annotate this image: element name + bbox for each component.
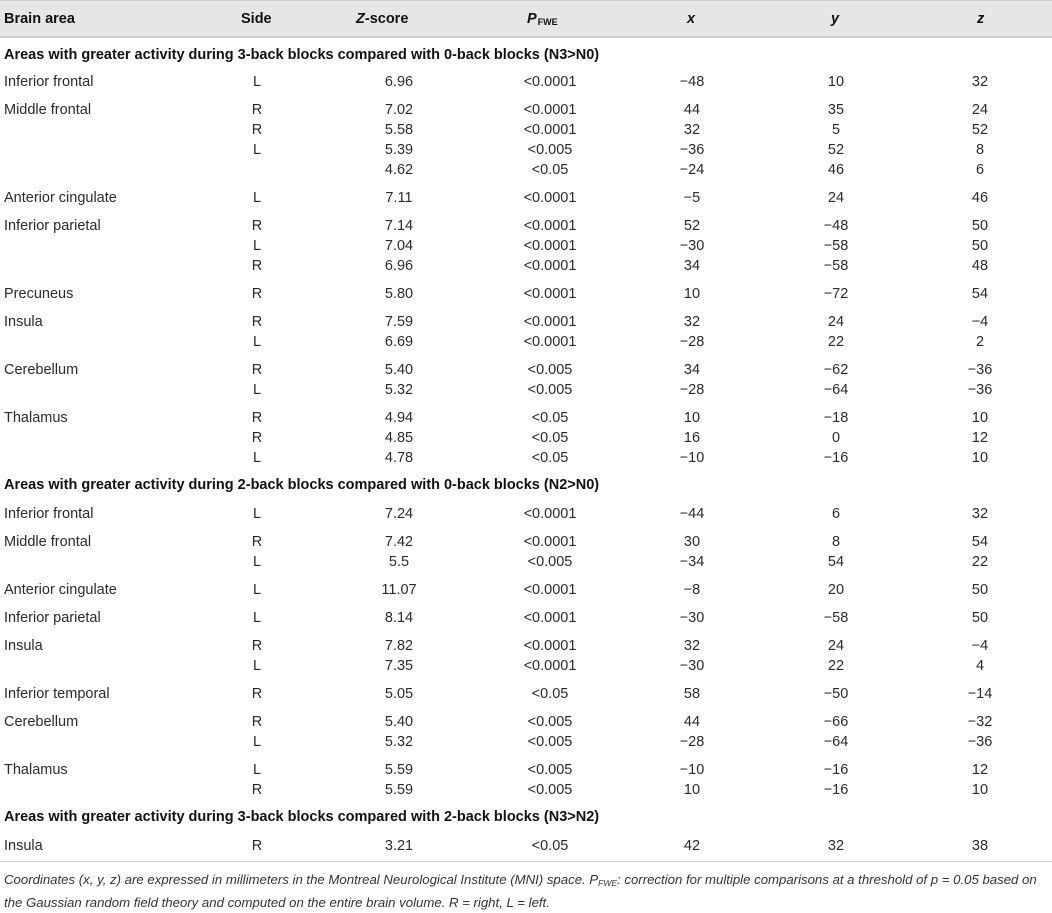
cell-p-fwe: <0.05 <box>531 450 569 466</box>
cell-z-score: 7.02 <box>384 102 414 118</box>
cell-p-fwe: <0.005 <box>527 734 573 750</box>
table-row <box>0 838 1052 858</box>
table-footnote <box>4 870 1048 913</box>
cell-y: 0 <box>831 430 841 446</box>
cell-z-coord: 10 <box>971 782 989 798</box>
header-y: y <box>831 11 840 27</box>
cell-x: −30 <box>679 610 705 626</box>
cell-z-coord: 12 <box>971 430 989 446</box>
table-row <box>0 714 1052 734</box>
cell-x: −36 <box>679 142 705 158</box>
cell-y: −18 <box>823 410 849 426</box>
cell-z-score: 4.85 <box>384 430 414 446</box>
cell-p-fwe: <0.0001 <box>523 506 577 522</box>
cell-side: L <box>252 734 262 750</box>
cell-z-coord: 10 <box>971 450 989 466</box>
cell-brain-area: Inferior frontal <box>4 74 94 90</box>
cell-z-score: 5.32 <box>384 734 414 750</box>
cell-y: 24 <box>827 638 845 654</box>
cell-x: −28 <box>679 382 705 398</box>
table-row <box>0 762 1052 782</box>
cell-x: 10 <box>683 410 701 426</box>
table-row <box>0 162 1052 182</box>
table-row <box>0 582 1052 602</box>
cell-y: 24 <box>827 190 845 206</box>
header-side: Side <box>241 11 272 27</box>
cell-z-coord: 24 <box>971 102 989 118</box>
cell-z-score: 7.82 <box>384 638 414 654</box>
cell-z-score: 7.42 <box>384 534 414 550</box>
cell-side: R <box>251 122 263 138</box>
header-z-score <box>356 11 408 27</box>
cell-z-score: 4.94 <box>384 410 414 426</box>
cell-p-fwe: <0.005 <box>527 714 573 730</box>
cell-z-coord: 32 <box>971 506 989 522</box>
cell-side: R <box>251 714 263 730</box>
cell-p-fwe: <0.005 <box>527 782 573 798</box>
cell-z-coord: −32 <box>967 714 993 730</box>
cell-x: 42 <box>683 838 701 854</box>
cell-z-score: 8.14 <box>384 610 414 626</box>
cell-z-coord: 2 <box>975 334 985 350</box>
table-row <box>0 190 1052 210</box>
header-p-fwe <box>527 11 558 27</box>
cell-z-score: 5.40 <box>384 362 414 378</box>
cell-side: L <box>252 238 262 254</box>
section-heading: Areas with greater activity during 2-back blocks compared with 0-back blocks (N2>N0) <box>4 477 600 493</box>
cell-brain-area: Inferior parietal <box>4 218 101 234</box>
cell-p-fwe: <0.0001 <box>523 314 577 330</box>
cell-side: R <box>251 314 263 330</box>
cell-x: 10 <box>683 782 701 798</box>
cell-y: 32 <box>827 838 845 854</box>
cell-y: −64 <box>823 734 849 750</box>
cell-z-coord: −4 <box>971 314 989 330</box>
table-row <box>0 334 1052 354</box>
cell-side: L <box>252 450 262 466</box>
cell-z-coord: 46 <box>971 190 989 206</box>
header-z-coord: z <box>977 11 985 27</box>
cell-p-fwe: <0.05 <box>531 430 569 446</box>
cell-x: 58 <box>683 686 701 702</box>
cell-side: R <box>251 838 263 854</box>
cell-x: 16 <box>683 430 701 446</box>
table-row <box>0 506 1052 526</box>
cell-y: 5 <box>831 122 841 138</box>
cell-z-coord: 10 <box>971 410 989 426</box>
table-row <box>0 450 1052 470</box>
table-row <box>0 314 1052 334</box>
cell-brain-area: Thalamus <box>4 762 68 778</box>
cell-x: −28 <box>679 334 705 350</box>
footnote-sub: FWE <box>598 878 618 888</box>
table-row <box>0 430 1052 450</box>
cell-x: 34 <box>683 362 701 378</box>
cell-x: −8 <box>683 582 701 598</box>
cell-y: 24 <box>827 314 845 330</box>
cell-z-coord: 50 <box>971 218 989 234</box>
cell-z-coord: 32 <box>971 74 989 90</box>
cell-z-score: 7.24 <box>384 506 414 522</box>
cell-side: R <box>251 102 263 118</box>
table-row <box>0 554 1052 574</box>
cell-z-coord: −36 <box>967 382 993 398</box>
cell-z-coord: −36 <box>967 362 993 378</box>
table-row <box>0 658 1052 678</box>
cell-z-score: 5.39 <box>384 142 414 158</box>
cell-side: L <box>252 554 262 570</box>
cell-side: L <box>252 610 262 626</box>
header-z-rest: -score <box>364 11 409 27</box>
table-row <box>0 362 1052 382</box>
cell-z-score: 4.62 <box>384 162 414 178</box>
cell-p-fwe: <0.0001 <box>523 638 577 654</box>
cell-x: 32 <box>683 122 701 138</box>
cell-side: R <box>251 782 263 798</box>
cell-p-fwe: <0.0001 <box>523 218 577 234</box>
cell-x: 30 <box>683 534 701 550</box>
cell-y: −58 <box>823 610 849 626</box>
cell-side: L <box>252 74 262 90</box>
cell-x: −10 <box>679 762 705 778</box>
cell-p-fwe: <0.05 <box>531 838 569 854</box>
cell-z-score: 11.07 <box>381 582 417 598</box>
cell-side: R <box>251 534 263 550</box>
cell-x: −10 <box>679 450 705 466</box>
cell-y: 6 <box>831 506 841 522</box>
table-row <box>0 218 1052 238</box>
cell-z-coord: 54 <box>971 534 989 550</box>
cell-y: 8 <box>831 534 841 550</box>
cell-x: −48 <box>679 74 705 90</box>
cell-p-fwe: <0.0001 <box>523 238 577 254</box>
cell-y: −62 <box>823 362 849 378</box>
cell-side: L <box>252 658 262 674</box>
cell-y: −58 <box>823 238 849 254</box>
cell-z-score: 5.59 <box>384 782 414 798</box>
cell-z-coord: −4 <box>971 638 989 654</box>
cell-z-score: 6.96 <box>384 74 414 90</box>
cell-side: L <box>252 142 262 158</box>
cell-y: −64 <box>823 382 849 398</box>
cell-side: L <box>252 762 262 778</box>
cell-z-coord: 8 <box>975 142 985 158</box>
table-row <box>0 610 1052 630</box>
cell-z-score: 7.59 <box>384 314 414 330</box>
cell-y: −16 <box>823 762 849 778</box>
header-x: x <box>687 11 696 27</box>
cell-brain-area: Insula <box>4 314 43 330</box>
cell-z-coord: 22 <box>971 554 989 570</box>
cell-z-score: 3.21 <box>384 838 414 854</box>
cell-p-fwe: <0.005 <box>527 554 573 570</box>
cell-z-score: 7.11 <box>385 190 413 206</box>
cell-x: −24 <box>679 162 705 178</box>
cell-p-fwe: <0.05 <box>531 162 569 178</box>
cell-z-coord: 50 <box>971 610 989 626</box>
cell-brain-area: Middle frontal <box>4 102 92 118</box>
table-row <box>0 734 1052 754</box>
cell-z-score: 5.58 <box>384 122 414 138</box>
cell-z-score: 5.40 <box>384 714 414 730</box>
cell-p-fwe: <0.0001 <box>523 582 577 598</box>
cell-p-fwe: <0.0001 <box>523 334 577 350</box>
cell-p-fwe: <0.0001 <box>523 658 577 674</box>
cell-y: −16 <box>823 782 849 798</box>
cell-brain-area: Thalamus <box>4 410 68 426</box>
cell-z-score: 6.96 <box>384 258 414 274</box>
cell-p-fwe: <0.005 <box>527 762 573 778</box>
cell-y: 20 <box>827 582 845 598</box>
cell-z-coord: 12 <box>971 762 989 778</box>
cell-brain-area: Cerebellum <box>4 714 79 730</box>
cell-p-fwe: <0.0001 <box>523 102 577 118</box>
cell-y: −72 <box>823 286 849 302</box>
cell-z-score: 5.80 <box>384 286 414 302</box>
cell-side: R <box>251 362 263 378</box>
cell-x: −44 <box>679 506 705 522</box>
table-row <box>0 142 1052 162</box>
cell-side: R <box>251 410 263 426</box>
cell-y: −16 <box>823 450 849 466</box>
cell-p-fwe: <0.0001 <box>523 258 577 274</box>
table-row <box>0 534 1052 554</box>
cell-p-fwe: <0.0001 <box>523 534 577 550</box>
cell-z-coord: 52 <box>971 122 989 138</box>
cell-z-coord: 50 <box>971 238 989 254</box>
cell-brain-area: Inferior temporal <box>4 686 110 702</box>
cell-side: L <box>252 334 262 350</box>
cell-z-score: 4.78 <box>384 450 414 466</box>
table-row <box>0 238 1052 258</box>
cell-z-coord: 50 <box>971 582 989 598</box>
cell-p-fwe: <0.0001 <box>523 122 577 138</box>
divider <box>0 37 1052 38</box>
cell-z-coord: 4 <box>975 658 985 674</box>
cell-y: 22 <box>827 658 845 674</box>
cell-x: 10 <box>683 286 701 302</box>
cell-side: R <box>251 430 263 446</box>
cell-y: 46 <box>827 162 845 178</box>
cell-x: −30 <box>679 238 705 254</box>
header-p-sub: FWE <box>537 17 558 27</box>
table-row <box>0 258 1052 278</box>
cell-x: 32 <box>683 638 701 654</box>
table-row <box>0 410 1052 430</box>
cell-z-score: 7.35 <box>384 658 414 674</box>
cell-x: −5 <box>683 190 701 206</box>
cell-x: −28 <box>679 734 705 750</box>
cell-z-coord: 38 <box>971 838 989 854</box>
cell-y: −58 <box>823 258 849 274</box>
cell-side: L <box>252 190 262 206</box>
cell-z-coord: 54 <box>971 286 989 302</box>
cell-z-coord: 48 <box>971 258 989 274</box>
cell-x: 52 <box>683 218 701 234</box>
cell-brain-area: Precuneus <box>4 286 74 302</box>
cell-p-fwe: <0.005 <box>527 382 573 398</box>
cell-p-fwe: <0.005 <box>527 142 573 158</box>
header-p-letter: P <box>527 11 537 27</box>
cell-z-score: 5.05 <box>384 686 414 702</box>
cell-z-score: 5.5 <box>388 554 410 570</box>
cell-p-fwe: <0.05 <box>531 410 569 426</box>
cell-side: R <box>251 686 263 702</box>
cell-x: −34 <box>679 554 705 570</box>
cell-z-score: 7.04 <box>384 238 414 254</box>
table-row <box>0 102 1052 122</box>
footnote-part2: : correction for multiple comparisons at a threshold of p = 0.05 based on the Gaussian random field theory and computed on the entire brain volume. R = right, L = left. <box>4 872 1037 910</box>
cell-brain-area: Inferior frontal <box>4 506 94 522</box>
cell-p-fwe: <0.05 <box>531 686 569 702</box>
section-heading: Areas with greater activity during 3-back blocks compared with 0-back blocks (N3>N0) <box>4 47 600 63</box>
table-row <box>0 382 1052 402</box>
cell-side: L <box>252 382 262 398</box>
cell-p-fwe: <0.0001 <box>523 286 577 302</box>
cell-z-coord: −36 <box>967 734 993 750</box>
table-row <box>0 286 1052 306</box>
cell-side: R <box>251 638 263 654</box>
table-row <box>0 638 1052 658</box>
section-heading: Areas with greater activity during 3-back blocks compared with 2-back blocks (N3>N2) <box>4 809 600 825</box>
cell-brain-area: Anterior cingulate <box>4 190 117 206</box>
cell-side: L <box>252 582 262 598</box>
table-row <box>0 122 1052 142</box>
cell-z-score: 6.69 <box>384 334 414 350</box>
table-row <box>0 74 1052 94</box>
cell-y: 54 <box>827 554 845 570</box>
cell-y: 52 <box>827 142 845 158</box>
cell-side: L <box>252 506 262 522</box>
cell-p-fwe: <0.005 <box>527 362 573 378</box>
table-row <box>0 686 1052 706</box>
cell-z-score: 7.14 <box>384 218 414 234</box>
cell-x: 44 <box>683 714 701 730</box>
cell-y: 10 <box>827 74 845 90</box>
cell-p-fwe: <0.0001 <box>523 190 577 206</box>
cell-z-score: 5.32 <box>384 382 414 398</box>
cell-brain-area: Cerebellum <box>4 362 79 378</box>
cell-side: R <box>251 286 263 302</box>
cell-brain-area: Insula <box>4 838 43 854</box>
cell-brain-area: Insula <box>4 638 43 654</box>
cell-y: 35 <box>827 102 845 118</box>
cell-z-score: 5.59 <box>384 762 414 778</box>
table-row <box>0 782 1052 802</box>
cell-z-coord: −14 <box>967 686 993 702</box>
divider <box>0 861 1052 862</box>
cell-y: 22 <box>827 334 845 350</box>
cell-brain-area: Middle frontal <box>4 534 92 550</box>
cell-p-fwe: <0.0001 <box>523 610 577 626</box>
cell-y: −48 <box>823 218 849 234</box>
cell-z-coord: 6 <box>975 162 985 178</box>
cell-brain-area: Anterior cingulate <box>4 582 117 598</box>
cell-x: 34 <box>683 258 701 274</box>
footnote-part1: Coordinates (x, y, z) are expressed in millimeters in the Montreal Neurological Institute (MNI) space. P <box>4 872 599 887</box>
cell-brain-area: Inferior parietal <box>4 610 101 626</box>
table-header <box>0 0 1052 37</box>
cell-side: R <box>251 218 263 234</box>
cell-x: 32 <box>683 314 701 330</box>
cell-side: R <box>251 258 263 274</box>
cell-p-fwe: <0.0001 <box>523 74 577 90</box>
cell-x: 44 <box>683 102 701 118</box>
cell-y: −50 <box>823 686 849 702</box>
header-z-letter: Z <box>356 11 365 27</box>
cell-y: −66 <box>823 714 849 730</box>
header-brain-area: Brain area <box>4 11 75 27</box>
cell-x: −30 <box>679 658 705 674</box>
